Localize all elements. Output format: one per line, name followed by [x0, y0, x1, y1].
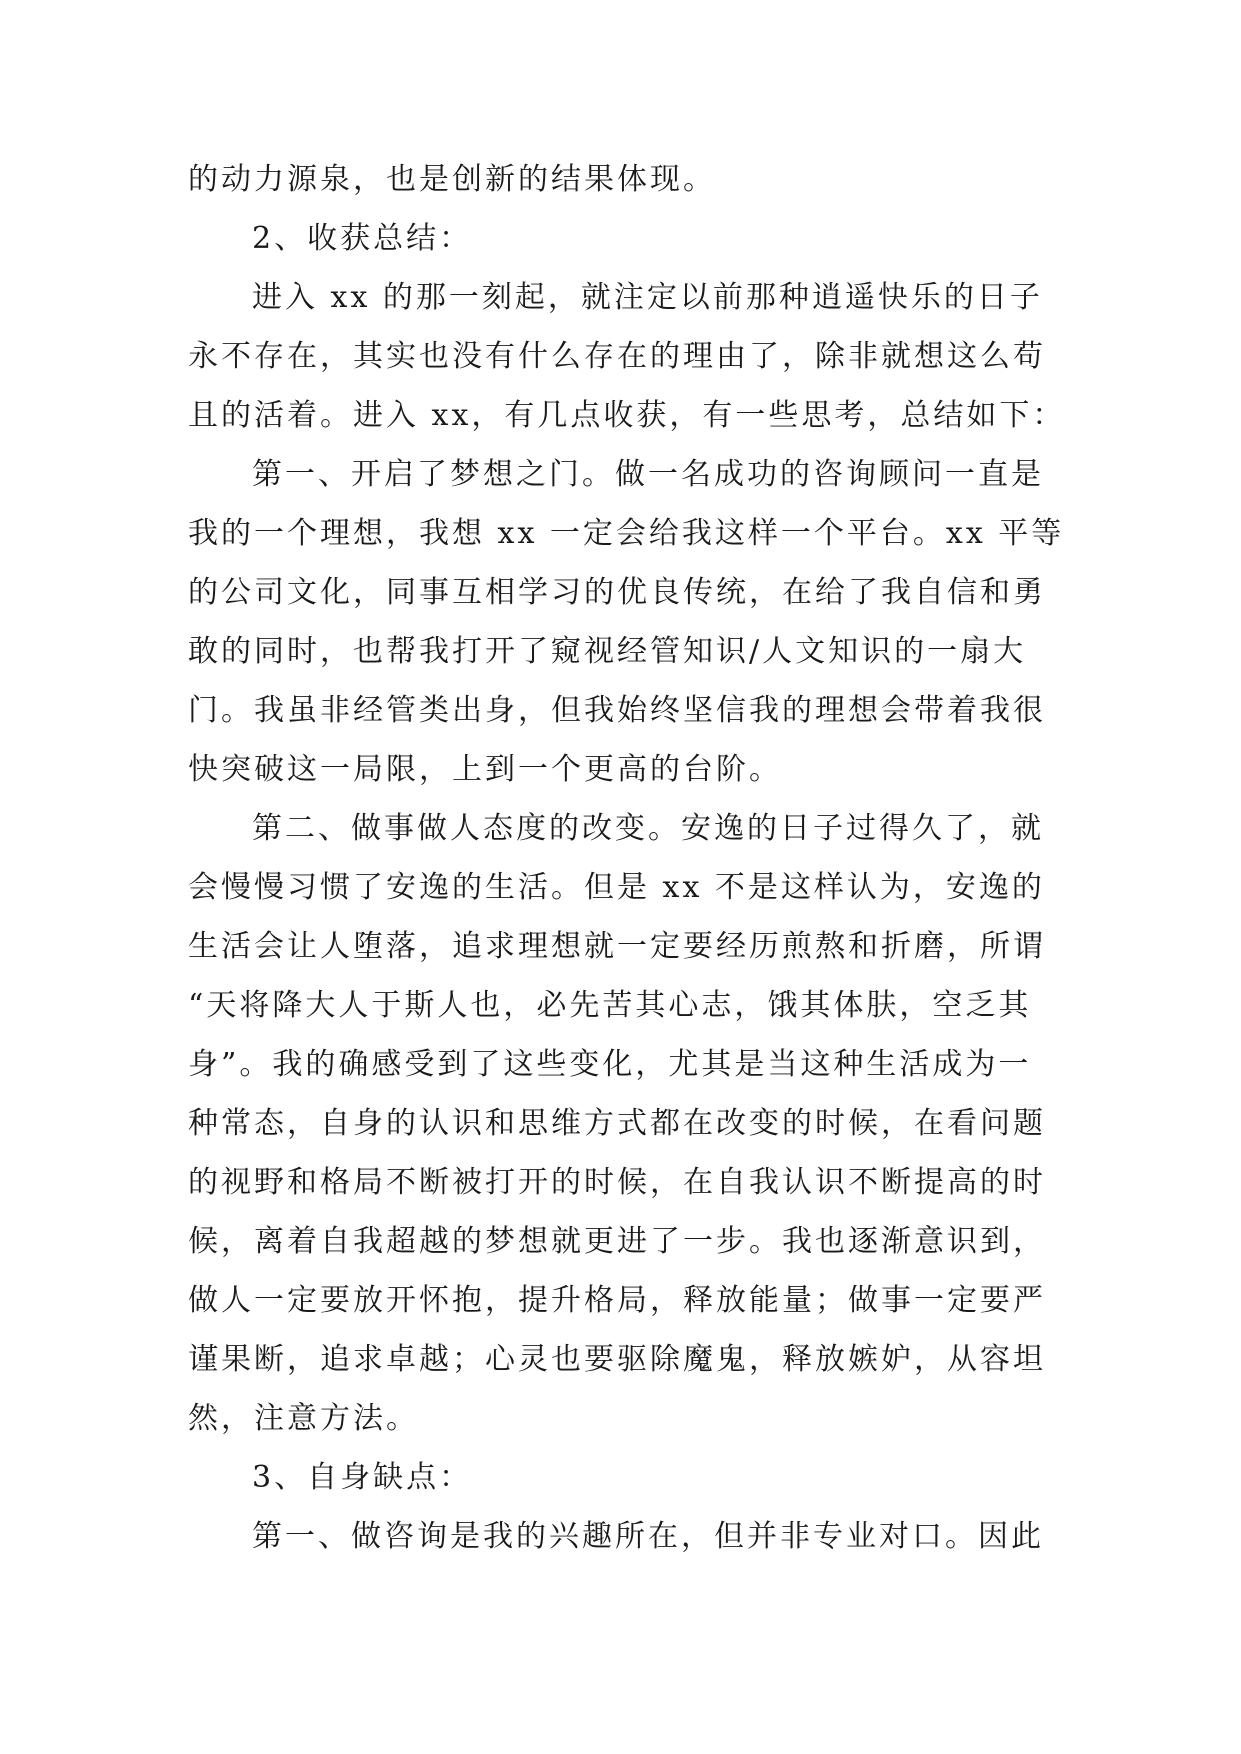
text-line: 然，注意方法。	[188, 1401, 419, 1436]
text-line: 永不存在，其实也没有什么存在的理由了，除非就想这么苟	[188, 339, 1046, 374]
text-line: 的公司文化，同事互相学习的优良传统，在给了我自信和勇	[188, 575, 1046, 610]
text-line: “天将降大人于斯人也，必先苦其心志，饿其体肤，空乏其	[188, 988, 1032, 1023]
text-line: 我的一个理想，我想 xx 一定会给我这样一个平台。xx 平等	[188, 516, 1065, 551]
body-text	[188, 150, 1066, 1566]
text-line: 3、自身缺点：	[252, 1460, 473, 1495]
text-line: 第二、做事做人态度的改变。安逸的日子过得久了，就	[252, 811, 1044, 846]
text-line: 第一、开启了梦想之门。做一名成功的咨询顾问一直是	[252, 457, 1044, 492]
text-line: 种常态，自身的认识和思维方式都在改变的时候，在看问题	[188, 1106, 1046, 1141]
text-line: 身”。我的确感受到了这些变化，尤其是当这种生活成为一	[188, 1047, 1032, 1082]
text-line: 第一、做咨询是我的兴趣所在，但并非专业对口。因此	[252, 1519, 1044, 1554]
text-line: 做人一定要放开怀抱，提升格局，释放能量；做事一定要严	[188, 1283, 1046, 1318]
text-line: 候，离着自我超越的梦想就更进了一步。我也逐渐意识到，	[188, 1224, 1046, 1259]
text-line: 进入 xx 的那一刻起，就注定以前那种逍遥快乐的日子	[252, 280, 1043, 315]
text-line: 的视野和格局不断被打开的时候，在自我认识不断提高的时	[188, 1165, 1046, 1200]
text-line: 门。我虽非经管类出身，但我始终坚信我的理想会带着我很	[188, 693, 1046, 728]
text-line: 生活会让人堕落，追求理想就一定要经历煎熬和折磨，所谓	[188, 929, 1046, 964]
text-line: 会慢慢习惯了安逸的生活。但是 xx 不是这样认为，安逸的	[188, 870, 1045, 905]
text-line: 敢的同时，也帮我打开了窥视经管知识/人文知识的一扇大	[188, 634, 1027, 669]
text-line: 2、收获总结：	[252, 221, 473, 256]
text-line: 的动力源泉，也是创新的结果体现。	[188, 162, 716, 197]
text-line: 谨果断，追求卓越；心灵也要驱除魔鬼，释放嫉妒，从容坦	[188, 1342, 1046, 1377]
text-line: 快突破这一局限，上到一个更高的台阶。	[188, 752, 782, 787]
text-line: 且的活着。进入 xx，有几点收获，有一些思考，总结如下：	[188, 398, 1066, 433]
